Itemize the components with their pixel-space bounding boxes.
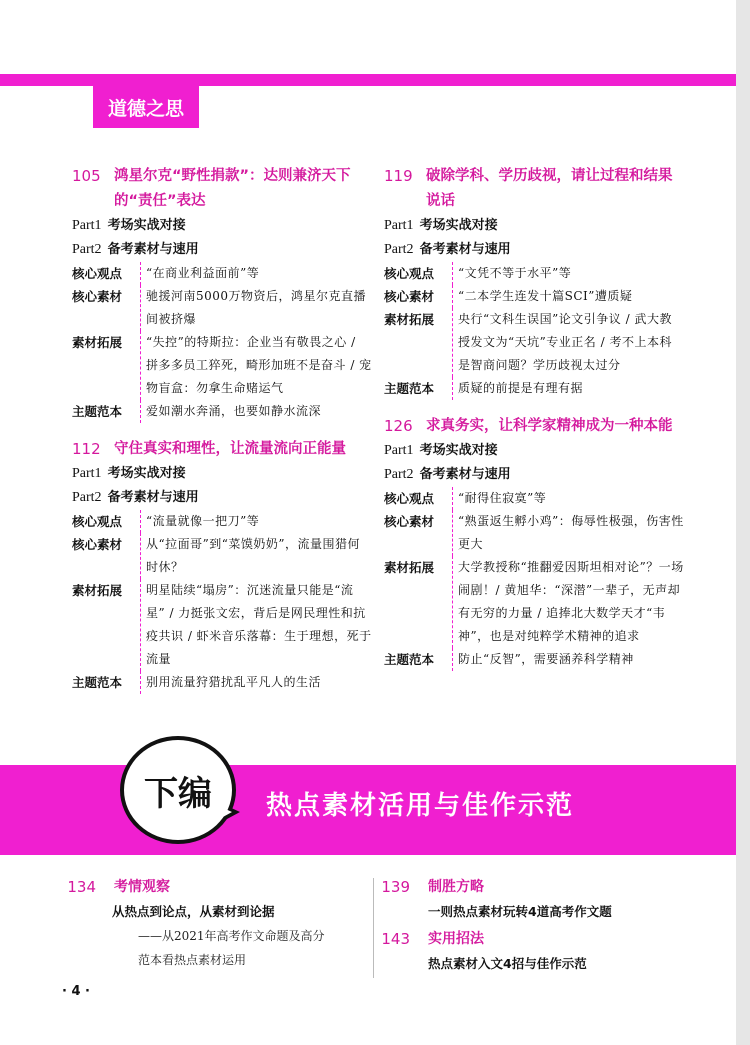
entry-row: 主题范本 防止“反智”，需要涵养科学精神 [384,648,684,671]
entry-row: 主题范本 质疑的前提是有理有据 [384,377,684,400]
entry-row: 素材拓展 大学教授称“推翻爱因斯坦相对论”？一场闹剧！/ 黄旭华：“深潜”一辈子，无声却有无穷的力量 / 追捧北大数学天才“韦神”，也是对纯粹学术精神的追求 [384,556,684,648]
toc-line: 热点素材入文4招与佳作示范 [428,956,587,971]
entry-page-number: 119 [384,167,413,185]
badge-label: 下编 [144,773,212,814]
toc-entry[interactable] [72,437,372,694]
entry-title[interactable]: 求真务实，让科学家精神成为一种本能 [426,418,673,434]
toc-section: 实用招法 [428,931,484,947]
toc-page-number: 134 [67,878,96,896]
entry-title[interactable]: 守住真实和理性，让流量流向正能量 [114,441,346,457]
toc-right-block[interactable] [366,874,686,976]
entry-row: 主题范本 别用流量狩猎扰乱平凡人的生活 [72,671,372,694]
part-line: Part1 考场实战对接 [72,218,186,233]
toc-section: 考情观察 [114,879,170,895]
entry-row: 核心素材 驰援河南5000万物资后，鸿星尔克直播间被挤爆 [72,285,372,331]
part-badge [120,736,236,844]
entry-row: 核心素材 从“拉面哥”到“菜馍奶奶”，流量围猎何时休？ [72,533,372,579]
entry-row: 素材拓展 央行“文科生误国”论文引争议 / 武大教授发文为“天坑”专业正名 / 考不上本科是智商问题？学历歧视太过分 [384,308,684,377]
toc-page-number: 139 [381,878,410,896]
entry-page-number: 105 [72,167,101,185]
entry-title[interactable]: 鸿星尔克“野性捐款”：达则兼济天下的“责任”表达 [114,168,351,209]
part-line: Part1 考场实战对接 [384,443,498,458]
left-column [72,164,372,708]
part-line: Part1 考场实战对接 [72,466,186,481]
entry-title[interactable]: 破除学科、学历歧视，请让过程和结果说话 [426,168,673,209]
section-tab: 道德之思 [93,86,199,128]
toc-entry[interactable] [384,414,684,671]
entry-row: 核心观点 “文凭不等于水平”等 [384,262,684,285]
part-line: Part2 备考素材与速用 [384,467,511,482]
entry-page-number: 126 [384,417,413,435]
toc-subline: 范本看热点素材运用 [138,953,247,967]
entry-row: 核心观点 “流量就像一把刀”等 [72,510,372,533]
badge-tail-inner [212,803,232,823]
part-line: Part2 备考素材与速用 [384,242,511,257]
toc-left-block[interactable] [62,874,382,972]
entry-row: 主题范本 爱如潮水奔涌，也要如静水流深 [72,400,372,423]
entry-page-number: 112 [72,440,101,458]
toc-line: 一则热点素材玩转4道高考作文题 [428,904,612,919]
toc-subline: ——从2021年高考作文命题及高分 [138,929,325,943]
part-line: Part2 备考素材与速用 [72,490,199,505]
entry-row: 素材拓展 “失控”的特斯拉：企业当有敬畏之心 / 拼多多员工猝死，畸形加班不是奋斗 / 宠物盲盒：勿拿生命赌运气 [72,331,372,400]
entry-row: 素材拓展 明星陆续“塌房”：沉迷流量只能是“流星” / 力挺张文宏，背后是网民理性和抗疫共识 / 虾米音乐落幕：生于理想，死于流量 [72,579,372,671]
entry-row: 核心观点 “在商业利益面前”等 [72,262,372,285]
toc-entry[interactable] [384,164,684,400]
banner-title: 热点素材活用与佳作示范 [266,791,575,821]
toc-line: 从热点到论点，从素材到论据 [112,904,275,919]
toc-entry[interactable] [72,164,372,423]
part-line: Part2 备考素材与速用 [72,242,199,257]
entry-row: 核心素材 “二本学生连发十篇SCI”遭质疑 [384,285,684,308]
toc-page-number: 143 [381,930,410,948]
toc-section: 制胜方略 [428,879,484,895]
page-number: · 4 · [62,984,90,999]
top-accent-bar [0,74,736,86]
right-column [384,164,684,685]
entry-row: 核心观点 “耐得住寂寞”等 [384,487,684,510]
entry-row: 核心素材 “熟蛋返生孵小鸡”：侮辱性极强，伤害性更大 [384,510,684,556]
part-line: Part1 考场实战对接 [384,218,498,233]
page-edge [736,0,750,1045]
